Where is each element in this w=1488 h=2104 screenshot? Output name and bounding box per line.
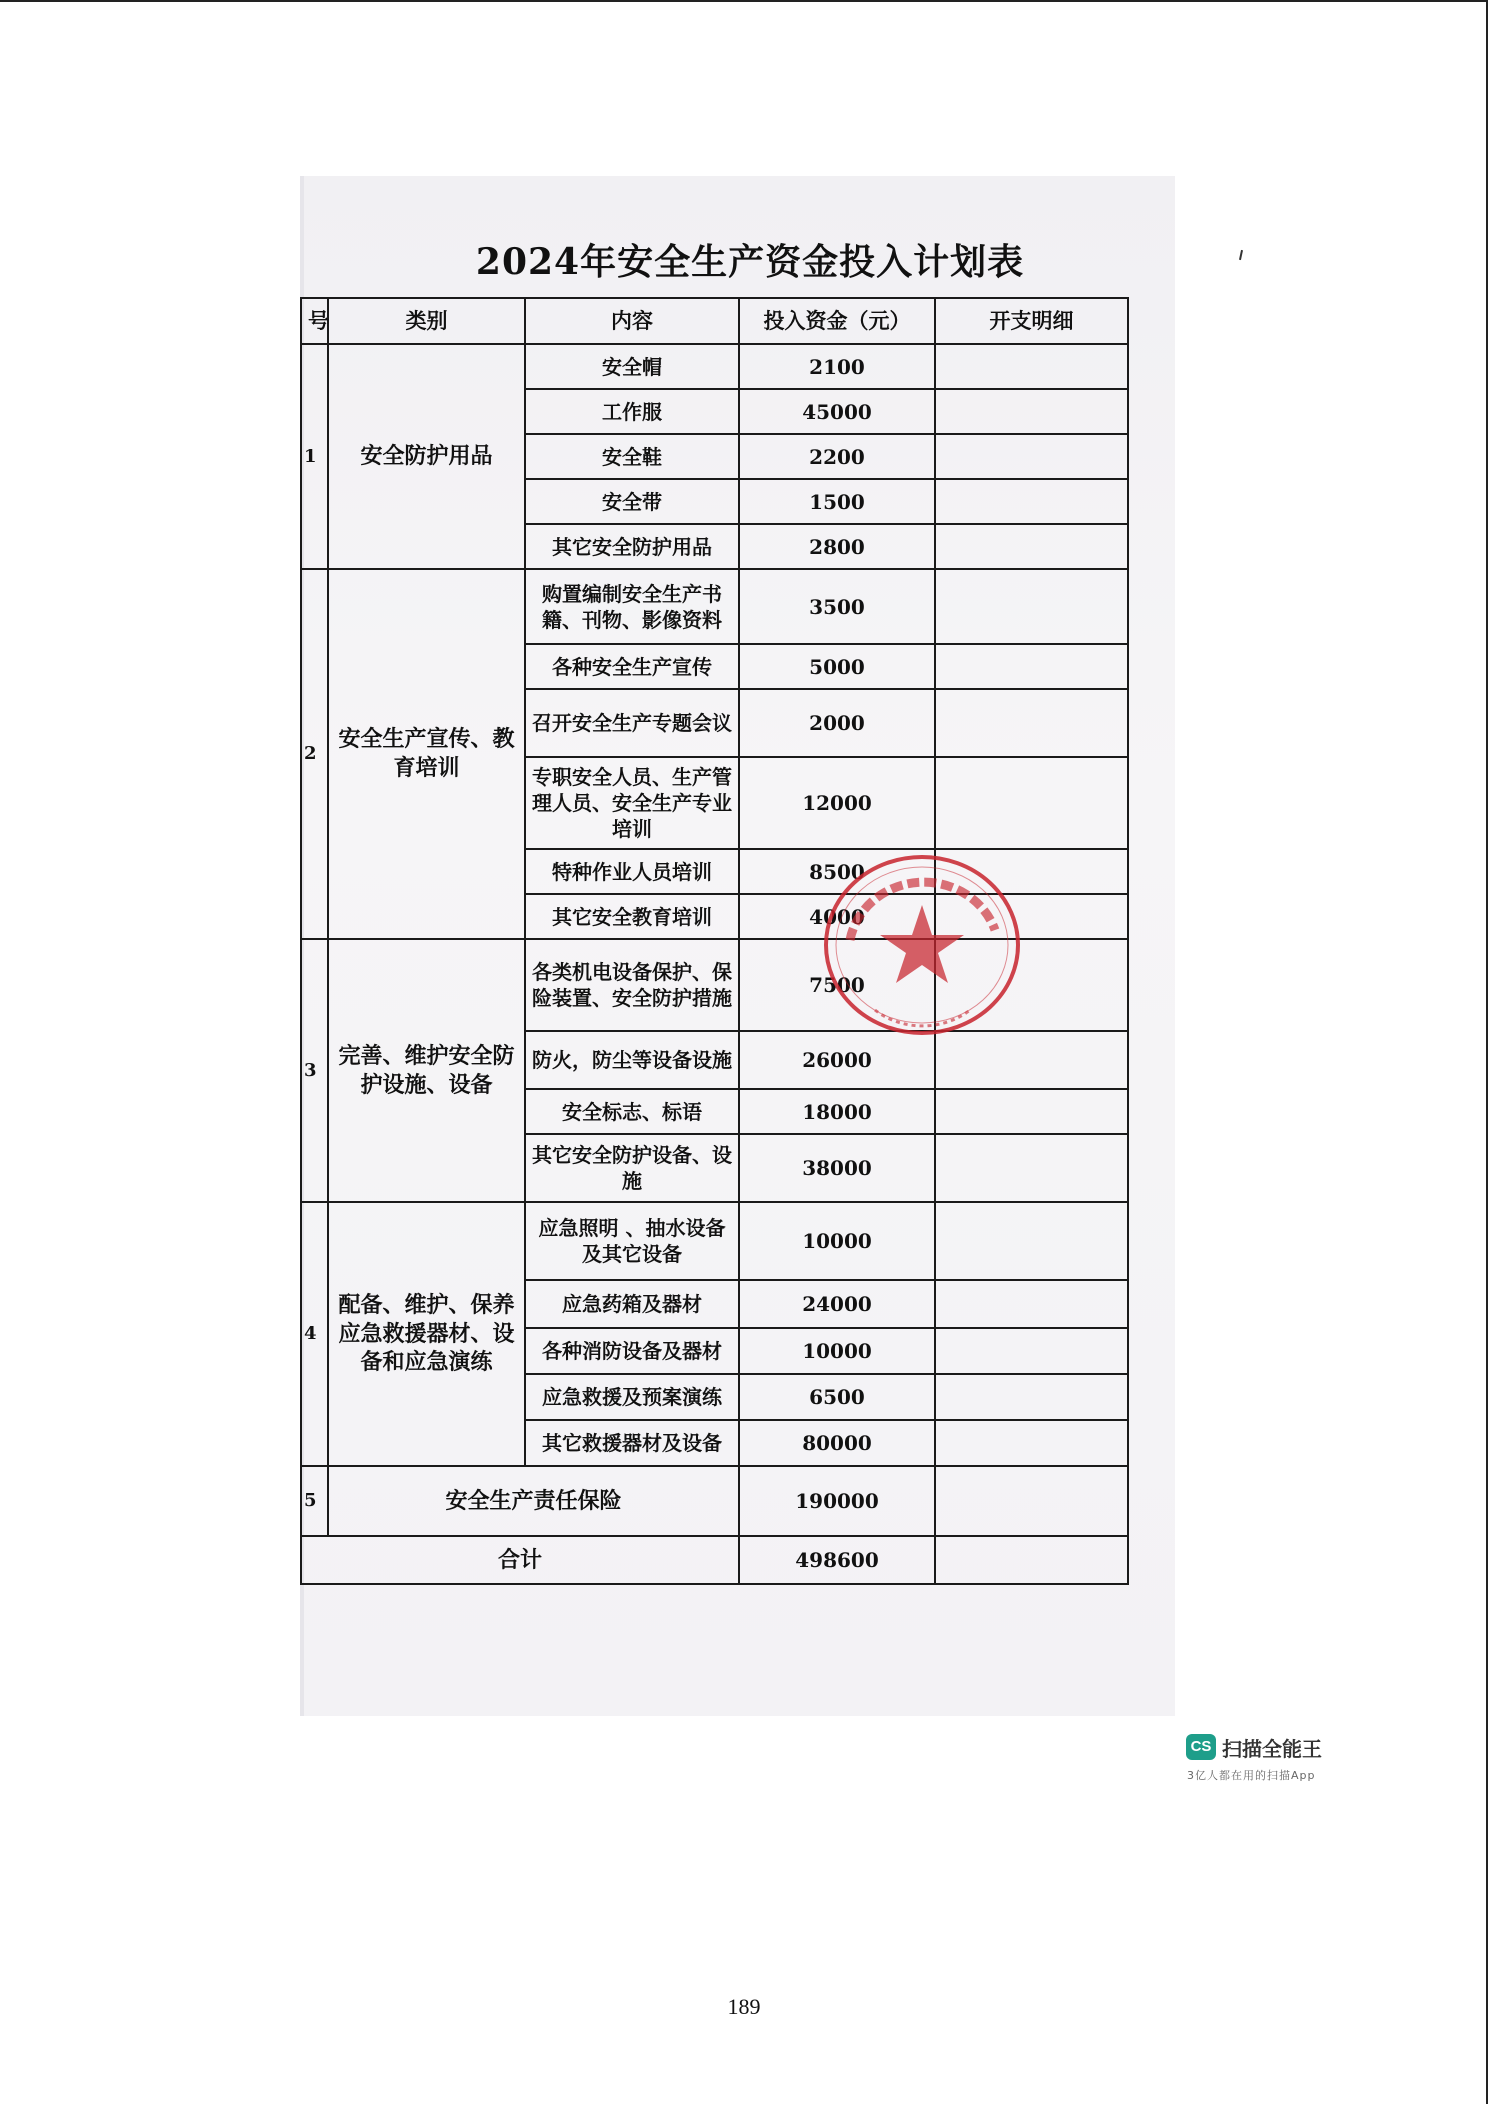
details-cell — [935, 569, 1128, 644]
amount-cell: 7500 — [739, 939, 935, 1031]
row-number: 5 — [301, 1466, 328, 1536]
content-cell: 安全带 — [525, 479, 739, 524]
content-cell: 其它安全防护用品 — [525, 524, 739, 569]
content-cell: 安全标志、标语 — [525, 1089, 739, 1134]
insurance-row — [301, 1466, 1128, 1536]
header-amount: 投入资金（元） — [739, 298, 935, 344]
content-cell: 应急救援及预案演练 — [525, 1374, 739, 1420]
details-cell — [935, 757, 1128, 849]
amount-cell: 12000 — [739, 757, 935, 849]
category-cell: 配备、维护、保养应急救援器材、设备和应急演练 — [328, 1202, 525, 1466]
header-details: 开支明细 — [935, 298, 1128, 344]
content-cell: 特种作业人员培训 — [525, 849, 739, 894]
amount-cell: 2100 — [739, 344, 935, 389]
content-cell: 安全帽 — [525, 344, 739, 389]
camscanner-tagline: 3亿人都在用的扫描App — [1187, 1769, 1316, 1782]
row-number: 1 — [301, 344, 328, 569]
header-category: 类别 — [328, 298, 525, 344]
content-cell: 召开安全生产专题会议 — [525, 689, 739, 757]
row-number: 4 — [301, 1202, 328, 1466]
total-amount: 498600 — [739, 1536, 935, 1584]
camscanner-logo-icon: CS — [1186, 1734, 1216, 1760]
details-cell — [935, 524, 1128, 569]
content-cell: 工作服 — [525, 389, 739, 434]
row-number: 3 — [301, 939, 328, 1202]
content-cell: 各类机电设备保护、保险装置、安全防护措施 — [525, 939, 739, 1031]
scan-mark — [1239, 250, 1243, 260]
amount-cell: 10000 — [739, 1202, 935, 1280]
details-cell — [935, 434, 1128, 479]
amount-cell: 8500 — [739, 849, 935, 894]
camscanner-brand: 扫描全能王 — [1222, 1737, 1322, 1761]
content-cell: 应急照明 、抽水设备及其它设备 — [525, 1202, 739, 1280]
details-cell — [935, 1420, 1128, 1466]
content-cell: 其它救援器材及设备 — [525, 1420, 739, 1466]
page-top-border — [0, 0, 1488, 2]
header-content: 内容 — [525, 298, 739, 344]
amount-cell: 10000 — [739, 1328, 935, 1374]
content-cell: 各种安全生产宣传 — [525, 644, 739, 689]
details-cell — [935, 1328, 1128, 1374]
amount-cell: 2800 — [739, 524, 935, 569]
details-cell — [935, 689, 1128, 757]
category-cell: 完善、维护安全防护设施、设备 — [328, 939, 525, 1202]
details-cell — [935, 1134, 1128, 1202]
amount-cell: 26000 — [739, 1031, 935, 1089]
amount-cell: 18000 — [739, 1089, 935, 1134]
table-row — [301, 569, 1128, 644]
amount-cell: 45000 — [739, 389, 935, 434]
details-cell — [935, 1202, 1128, 1280]
category-cell: 安全生产宣传、教育培训 — [328, 569, 525, 939]
amount-cell: 80000 — [739, 1420, 935, 1466]
total-row — [301, 1536, 1128, 1584]
company-seal-stamp — [820, 850, 1025, 1040]
table-header-row — [301, 298, 1128, 344]
details-cell — [935, 1089, 1128, 1134]
seal-serial-mark — [875, 1010, 970, 1026]
content-cell: 其它安全教育培训 — [525, 894, 739, 939]
details-cell — [935, 644, 1128, 689]
content-cell: 购置编制安全生产书籍、刊物、影像资料 — [525, 569, 739, 644]
content-cell: 专职安全人员、生产管理人员、安全生产专业培训 — [525, 757, 739, 849]
content-cell: 安全鞋 — [525, 434, 739, 479]
insurance-label: 安全生产责任保险 — [328, 1466, 739, 1536]
details-cell — [935, 1536, 1128, 1584]
amount-cell: 2000 — [739, 689, 935, 757]
content-cell: 防火，防尘等设备设施 — [525, 1031, 739, 1089]
amount-cell: 6500 — [739, 1374, 935, 1420]
row-number: 2 — [301, 569, 328, 939]
document-title: 2024年安全生产资金投入计划表 — [475, 241, 1025, 283]
amount-cell: 38000 — [739, 1134, 935, 1202]
content-cell: 其它安全防护设备、设施 — [525, 1134, 739, 1202]
amount-cell: 5000 — [739, 644, 935, 689]
seal-star-icon — [880, 905, 964, 983]
page-number: 189 — [727, 1994, 761, 2019]
category-cell: 安全防护用品 — [328, 344, 525, 569]
content-cell: 各种消防设备及器材 — [525, 1328, 739, 1374]
content-cell: 应急药箱及器材 — [525, 1280, 739, 1328]
total-label: 合计 — [301, 1536, 739, 1584]
details-cell — [935, 1280, 1128, 1328]
details-cell — [935, 344, 1128, 389]
details-cell — [935, 1466, 1128, 1536]
header-no: 号 — [301, 298, 328, 344]
table-row — [301, 344, 1128, 389]
amount-cell: 3500 — [739, 569, 935, 644]
details-cell — [935, 1374, 1128, 1420]
details-cell — [935, 389, 1128, 434]
amount-cell: 190000 — [739, 1466, 935, 1536]
table-row — [301, 1202, 1128, 1280]
amount-cell: 24000 — [739, 1280, 935, 1328]
details-cell — [935, 479, 1128, 524]
amount-cell: 4000 — [739, 894, 935, 939]
amount-cell: 1500 — [739, 479, 935, 524]
amount-cell: 2200 — [739, 434, 935, 479]
